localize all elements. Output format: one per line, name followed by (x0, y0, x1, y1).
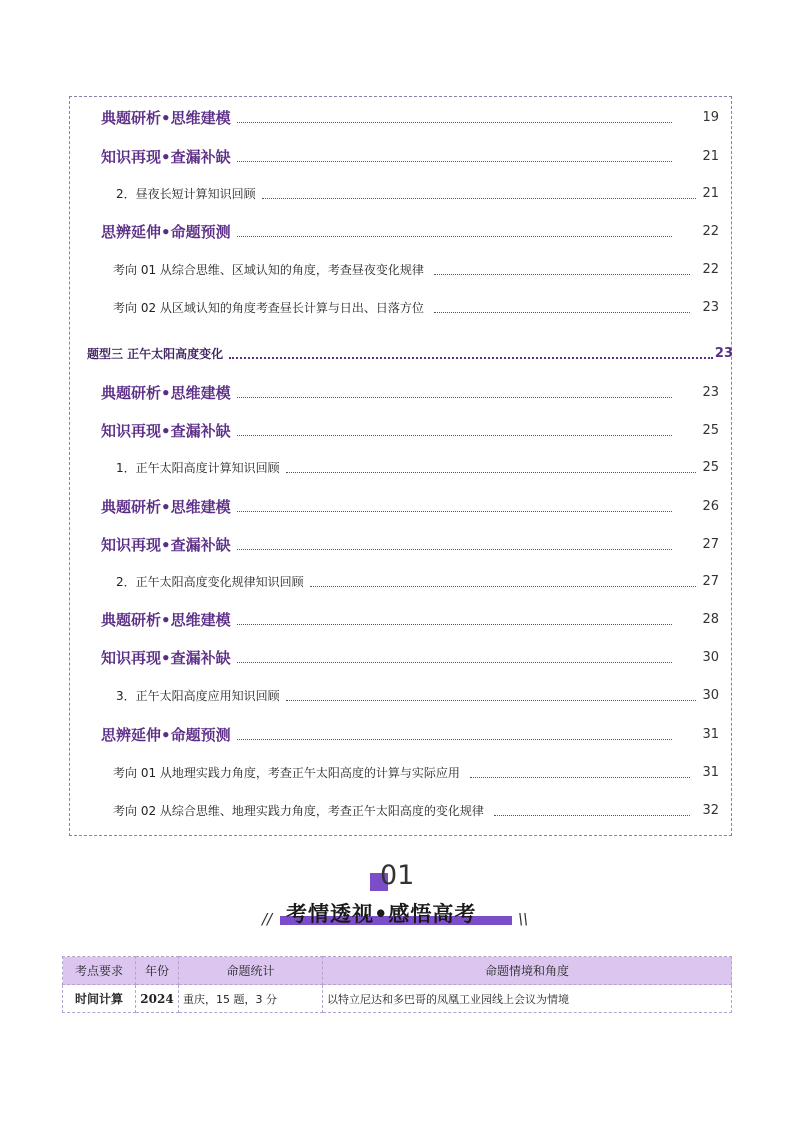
toc-leader-dots (310, 586, 697, 587)
toc-entry[interactable] (70, 683, 731, 707)
toc-entry[interactable] (70, 760, 731, 784)
toc-page-number: 27 (702, 573, 719, 589)
toc-entry-label: 知识再现•查漏补缺 (101, 648, 231, 667)
toc-leader-dots (237, 161, 673, 162)
table-header-cell: 命题情境和角度 (323, 957, 732, 985)
toc-entry-label: 题型三 正午太阳高度变化 (87, 346, 224, 361)
toc-entry-label: 2．昼夜长短计算知识回顾 (116, 186, 256, 201)
toc-entry[interactable] (70, 418, 731, 442)
toc-leader-dots (434, 274, 691, 275)
toc-page-number: 25 (702, 459, 719, 475)
table-header-row (63, 957, 732, 985)
toc-page-number: 23 (702, 384, 719, 400)
toc-page-number: 28 (702, 611, 719, 627)
toc-entry[interactable] (70, 607, 731, 631)
toc-leader-dots (237, 122, 673, 123)
toc-entry-label: 典题研析•思维建模 (101, 383, 231, 402)
toc-entry[interactable] (70, 532, 731, 556)
toc-page-number: 31 (702, 764, 719, 780)
toc-leader-dots (494, 815, 691, 816)
toc-leader-dots (286, 700, 697, 701)
toc-leader-dots (470, 777, 691, 778)
table-row (63, 985, 732, 1013)
toc-entry[interactable] (17, 341, 733, 365)
toc-entry-label: 知识再现•查漏补缺 (101, 421, 231, 440)
toc-entry-label: 考向 01 从地理实践力角度，考查正午太阳高度的计算与实际应用 (113, 765, 460, 780)
toc-entry[interactable] (70, 722, 731, 746)
table-header-cell: 命题统计 (179, 957, 323, 985)
toc-entry-label: 典题研析•思维建模 (101, 108, 231, 127)
toc-entry-label: 考向 01 从综合思维、区域认知的角度，考查昼夜变化规律 (113, 262, 424, 277)
toc-page-number: 30 (702, 687, 719, 703)
toc-entry-label: 思辨延伸•命题预测 (101, 725, 231, 744)
toc-page-number: 25 (702, 422, 719, 438)
toc-entry-label: 知识再现•查漏补缺 (101, 535, 231, 554)
toc-entry-label: 考向 02 从综合思维、地理实践力角度，考查正午太阳高度的变化规律 (113, 803, 484, 818)
toc-page-number: 23 (714, 345, 733, 361)
toc-page-number: 22 (702, 223, 719, 239)
toc-leader-dots (434, 312, 691, 313)
exam-analysis-table (62, 956, 732, 1013)
toc-entry[interactable] (70, 455, 731, 479)
toc-leader-dots (229, 357, 713, 359)
toc-entry[interactable] (70, 257, 731, 281)
section-number: 01 (380, 860, 415, 891)
toc-entry[interactable] (70, 380, 731, 404)
table-header-cell: 年份 (136, 957, 179, 985)
toc-entry-label: 思辨延伸•命题预测 (101, 222, 231, 241)
toc-leader-dots (237, 397, 673, 398)
toc-leader-dots (237, 624, 673, 625)
toc-page-number: 30 (702, 649, 719, 665)
toc-leader-dots (237, 236, 673, 237)
toc-entry-label: 1．正午太阳高度计算知识回顾 (116, 460, 280, 475)
toc-entry[interactable] (70, 494, 731, 518)
toc-entry[interactable] (70, 181, 731, 205)
section-title-slash-right: \\ (518, 910, 529, 928)
toc-leader-dots (237, 549, 673, 550)
section-title: 考情透视•感悟高考 (286, 901, 477, 926)
toc-entry[interactable] (70, 105, 731, 129)
toc-page-number: 22 (702, 261, 719, 277)
table-cell: 时间计算 (63, 985, 136, 1013)
toc-entry-label: 典题研析•思维建模 (101, 497, 231, 516)
table-cell: 以特立尼达和多巴哥的凤凰工业园线上会议为情境 (323, 985, 732, 1013)
toc-entry[interactable] (70, 295, 731, 319)
toc-page-number: 21 (702, 185, 719, 201)
toc-leader-dots (237, 662, 673, 663)
toc-entry[interactable] (70, 569, 731, 593)
section-title-slash-left: // (262, 910, 273, 928)
toc-entry[interactable] (70, 219, 731, 243)
toc-entry-label: 知识再现•查漏补缺 (101, 147, 231, 166)
toc-entry-label: 2．正午太阳高度变化规律知识回顾 (116, 574, 304, 589)
toc-entry-label: 3．正午太阳高度应用知识回顾 (116, 688, 280, 703)
toc-leader-dots (237, 511, 673, 512)
toc-entry[interactable] (70, 798, 731, 822)
toc-page-number: 31 (702, 726, 719, 742)
toc-leader-dots (286, 472, 697, 473)
toc-box (69, 96, 732, 836)
toc-entry[interactable] (70, 645, 731, 669)
toc-leader-dots (262, 198, 697, 199)
toc-entry-label: 典题研析•思维建模 (101, 610, 231, 629)
table-cell: 重庆，15 题，3 分 (179, 985, 323, 1013)
table-cell: 2024 (136, 985, 179, 1013)
toc-entry-label: 考向 02 从区域认知的角度考查昼长计算与日出、日落方位 (113, 300, 424, 315)
toc-page-number: 27 (702, 536, 719, 552)
toc-page-number: 32 (702, 802, 719, 818)
toc-page-number: 19 (702, 109, 719, 125)
toc-page-number: 23 (702, 299, 719, 315)
toc-page-number: 26 (702, 498, 719, 514)
toc-leader-dots (237, 435, 673, 436)
toc-leader-dots (237, 739, 673, 740)
toc-entry[interactable] (70, 144, 731, 168)
table-header-cell: 考点要求 (63, 957, 136, 985)
toc-page-number: 21 (702, 148, 719, 164)
